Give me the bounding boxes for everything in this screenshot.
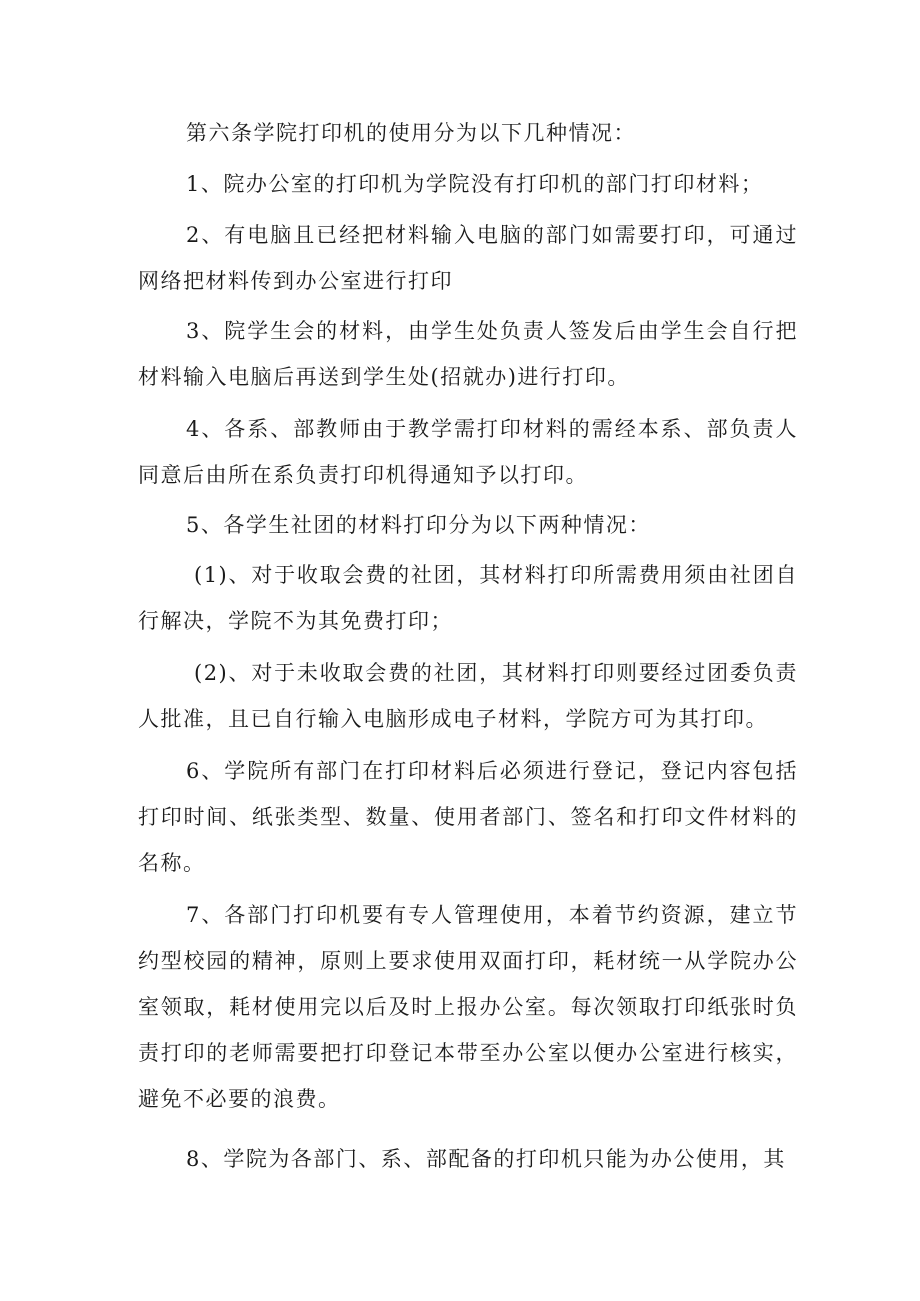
paragraph-item-8: 8、学院为各部门、系、部配备的打印机只能为办公使用，其	[186, 1147, 786, 1171]
paragraph-item-1: 1、院办公室的打印机为学院没有打印机的部门打印材料；	[186, 172, 764, 196]
paragraph-item-4: 4、各系、部教师由于教学需打印材料的需经本系、部负责人同意后由所在系负责打印机得通知予以打印。	[138, 417, 798, 487]
paragraph-item-7: 7、各部门打印机要有专人管理使用，本着节约资源，建立节约型校园的精神，原则上要求使用双面打印，耗材统一从学院办公室领取，耗材使用完以后及时上报办公室。每次领取打印纸张时负责打印的老师需要把打印登记本带至办公室以便办公室进行核实，避免不必要的浪费。	[138, 903, 798, 1111]
paragraph-item-6: 6、学院所有部门在打印材料后必须进行登记，登记内容包括打印时间、纸张类型、数量、使用者部门、签名和打印文件材料的名称。	[138, 759, 798, 875]
paragraph-item-2: 2、有电脑且已经把材料输入电脑的部门如需要打印，可通过网络把材料传到办公室进行打印	[138, 223, 798, 293]
paragraph-item-5-1: (1)、对于收取会费的社团，其材料打印所需费用须由社团自行解决，学院不为其免费打印；	[138, 563, 798, 633]
paragraph-item-5: 5、各学生社团的材料打印分为以下两种情况：	[186, 513, 651, 537]
paragraph-article-6: 第六条学院打印机的使用分为以下几种情况：	[186, 121, 636, 145]
paragraph-item-5-2: (2)、对于未收取会费的社团，其材料打印则要经过团委负责人批准，且已自行输入电脑形成电子材料，学院方可为其打印。	[138, 661, 798, 731]
paragraph-item-3: 3、院学生会的材料，由学生处负责人签发后由学生会自行把材料输入电脑后再送到学生处(招就办)进行打印。	[138, 319, 798, 389]
